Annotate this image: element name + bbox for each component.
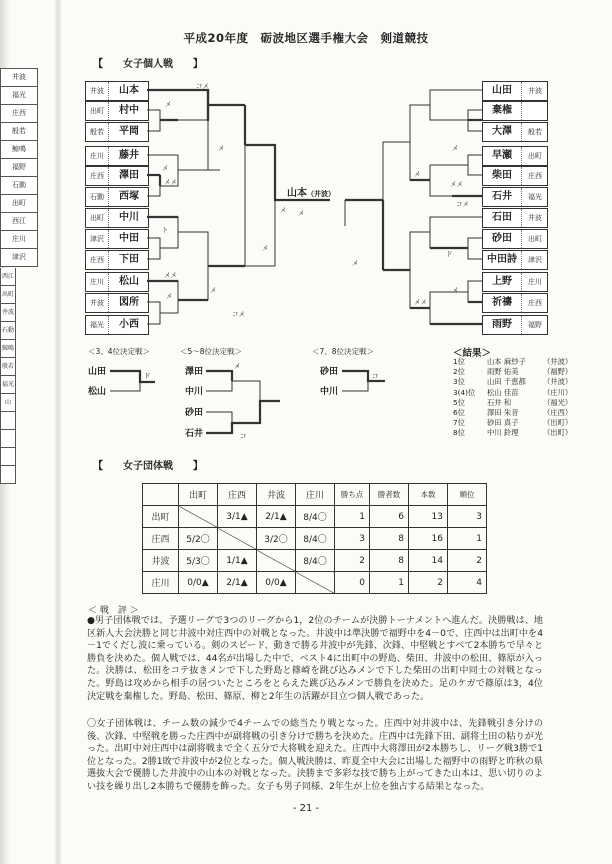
page-number: - 21 - [292, 803, 320, 814]
playoff-line [342, 381, 368, 391]
score-mark: メ [210, 286, 217, 294]
result-rank: 5位 [453, 397, 465, 407]
team-table-cell: 8 [370, 550, 409, 572]
result-school: （出町） [543, 428, 573, 438]
score-mark: ド [144, 372, 151, 380]
team-table-header-cell: 出町 [179, 484, 218, 506]
player-school: 庄川 [528, 278, 542, 286]
playoff-player: 松山 [88, 387, 107, 397]
playoff-player: 中川 [185, 387, 204, 397]
score-mark: メ [452, 144, 459, 152]
champion-school: （井波） [307, 190, 335, 198]
player-school: 庄西 [86, 251, 109, 269]
playoff-line [206, 381, 260, 401]
player-school: 庄西 [86, 167, 109, 185]
team-table-cell: 庄川 [143, 572, 179, 594]
player-name: 下田 [119, 254, 139, 265]
player-name: 村中 [119, 105, 139, 116]
player-school: 津沢 [528, 256, 542, 264]
player-name: 澤田 [119, 170, 139, 181]
team-table-cell [218, 528, 257, 550]
side-tab-cell: 石動 [0, 177, 38, 195]
third-place-title: ＜3、4位決定戦＞ [88, 347, 151, 356]
score-mark: コメ [232, 310, 245, 318]
result-name: 中川 鈴理 [487, 428, 519, 438]
team-table-cell: 3/1▲ [218, 506, 257, 528]
score-mark: メ [234, 362, 241, 370]
player-school: 出町 [86, 209, 109, 227]
team-table-header-cell: 井波 [257, 484, 296, 506]
team-table-cell: 5/3〇 [179, 550, 218, 572]
playoff-line [206, 401, 280, 433]
player-name: 棄権 [483, 102, 522, 120]
side-tab-cell: 福野 [0, 159, 38, 177]
side-tab-cell: 般若 [0, 123, 38, 141]
side-tab-cell: 出町 [0, 286, 16, 304]
team-table-cell: 1 [335, 506, 370, 528]
team-table-header-cell [143, 484, 179, 506]
team-table-cell: 16 [409, 528, 448, 550]
player-school: 井波 [528, 214, 542, 222]
comment-paragraph-1: ●男子団体戦では、予選リーグで3つのリーグから1，2位のチームが決勝トーナメントへ進んだ。決勝戦は、地区新人大会決勝と同じ井波中対庄西中の対戦となった。井波中は準決勝で福野中を4－0で、庄西中は出町中を4－1でくだし波に乗っている。剣のスピード、動きで勝る井波中が先鋒、次鋒、中堅戦とすべて2本勝ちで早々と勝負を決めた。個人戦では、44名が出場した中で、ベスト4に出町中の野島、柴田、井波中の松田、篠原が入った。決勝は、松田をコテ抜きメンで下した野島と篠崎を跳び込みメンで下した柴田の出町中同士の対戦となった。野島は攻めから相手の居ついたところをとらえた跳び込みメンで勝負を決めた。足のケガで篠原は3，4位決定戦を棄権した。野島、松田、篠原、柳と2年生の活躍が目立つ個人戦であった。 [87, 616, 543, 702]
result-school: （井波） [543, 357, 573, 366]
score-mark: メ [166, 292, 173, 300]
side-tab-cell: 西江 [0, 268, 16, 286]
player-name: 中田 [119, 233, 139, 244]
player-name: 山田 [483, 82, 522, 100]
team-table-cell: 8/4〇 [296, 550, 335, 572]
team-table-cell: 庄西 [143, 528, 179, 550]
player-name: 石井 [483, 188, 522, 206]
team-table-cell: 出町 [143, 506, 179, 528]
result-rank: 6位 [453, 408, 465, 417]
result-rank: 1位 [453, 357, 465, 366]
player-school: 井波 [86, 294, 109, 312]
champion-name: 山本 [287, 188, 307, 199]
comment-paragraph-2: 〇女子団体戦は、チーム数の減少で4チームでの総当たり戦となった。庄西中対井波中は、先鋒戦引き分けの後、次鋒、中堅戦を勝った庄西中が副将戦の引き分けで勝ちを決めた。庄西中は先鋒下田、副将土田の粘りが光った。出町中対庄西中は副将戦まで全く五分で大将戦を迎えた。庄西中大将澤田が2本勝ちし、リーグ戦3勝で1位となった。2勝1敗で井波中が2位となった。個人戦決勝は、昨夏全中大会に出場した福野中の雨野と昨秋の県選抜大会で優勝した井波中の山本の対戦となった。決勝まで多彩な技で勝ち上がってきた山本は、思い切りのよい技を繰り出し2本勝ちで優勝を飾った。女子も男子同様、2年生が上位を独占する結果となった。 [87, 719, 543, 792]
team-table-header-row [143, 484, 487, 506]
score-mark: コメ [456, 200, 469, 208]
result-school: （出町） [543, 418, 573, 428]
team-table-cell: 6 [370, 506, 409, 528]
score-mark: メ [452, 286, 459, 294]
score-mark: メ [352, 259, 359, 267]
team-table-cell: 3 [335, 528, 370, 550]
team-table-cell: 2/1▲ [257, 506, 296, 528]
team-table-row [143, 506, 487, 528]
player-school: 出町 [86, 102, 109, 120]
result-name: 山田 千恵都 [487, 377, 526, 387]
playoff-line [110, 382, 140, 391]
player-school: 福光 [86, 316, 109, 334]
side-tab-cell: 西江 [0, 213, 38, 231]
result-rank: 2位 [453, 367, 465, 377]
team-table-cell: 1/1▲ [218, 550, 257, 572]
playoff-player: 澤田 [185, 367, 204, 377]
team-table-header-cell: 庄西 [218, 484, 257, 506]
player-school: 般若 [528, 128, 542, 136]
player-name: 松山 [119, 276, 139, 287]
player-school: 庄川 [86, 147, 109, 165]
player-name: 柴田 [483, 167, 522, 185]
player-name: 山本 [119, 85, 139, 96]
side-tab-cell: 鯨鳴 [0, 141, 38, 159]
seventh-place-title: ＜7、8位決定戦＞ [312, 347, 375, 356]
score-mark: メ [162, 164, 169, 172]
result-name: 山本 麻紗子 [487, 357, 526, 366]
player-school: 出町 [528, 152, 542, 160]
team-table-cell: 1 [370, 572, 409, 594]
team-table-cell: 5/2〇 [179, 528, 218, 550]
side-tab-cell: 津沢 [0, 249, 38, 267]
side-tab-cell: 井波 [0, 68, 38, 87]
team-table-row [143, 550, 487, 572]
score-mark: メ [262, 244, 269, 252]
team-table-header-cell: 庄川 [296, 484, 335, 506]
side-tab-cell: 石動 [0, 322, 16, 340]
team-table-header-cell: 勝ち点 [335, 484, 370, 506]
player-name: 石田 [483, 209, 522, 227]
team-table-cell: 8/4〇 [296, 528, 335, 550]
team-table-header-cell: 本数 [409, 484, 448, 506]
player-school: 福野 [528, 321, 542, 329]
team-table-cell: 14 [409, 550, 448, 572]
comment-heading: ＜ 戦 評 ＞ [88, 606, 139, 616]
side-tab-cell: 出町 [0, 195, 38, 213]
player-school: 津沢 [86, 230, 109, 248]
team-table-cell: 8/4〇 [296, 506, 335, 528]
score-mark: コメ [196, 82, 209, 90]
player-name: 西塚 [119, 191, 139, 202]
team-table-cell: 13 [409, 506, 448, 528]
team-table-cell: 1 [448, 528, 487, 550]
team-table-cell: 4 [448, 572, 487, 594]
results-title: ＜結果＞ [453, 348, 492, 359]
side-tab-cell: 庄川 [0, 231, 38, 249]
team-table-cell: 3 [448, 506, 487, 528]
team-table-cell: 井波 [143, 550, 179, 572]
side-tab-cell: 鯨鳴 [0, 340, 16, 358]
team-table-cell: 2 [409, 572, 448, 594]
playoff-player: 砂田 [320, 367, 339, 377]
player-name: 平岡 [119, 126, 139, 137]
player-name: 中田詩 [483, 251, 522, 269]
team-table-row [143, 528, 487, 550]
fifth-place-title: ＜5～8位決定戦＞ [180, 347, 243, 356]
player-name: 祈禱 [483, 294, 522, 312]
side-tab-cell: 福光 [0, 376, 16, 394]
team-table-header-cell: 勝者数 [370, 484, 409, 506]
playoff-player: 砂田 [185, 408, 204, 418]
individual-heading: 【 女子個人戦 】 [93, 59, 203, 70]
team-table-cell: 2 [448, 550, 487, 572]
player-school: 出町 [528, 235, 542, 243]
score-mark: メメ [414, 298, 427, 306]
player-school: 福光 [528, 193, 542, 201]
playoff-player: 山田 [88, 367, 107, 377]
score-mark: メメ [450, 180, 463, 188]
player-name: 中川 [119, 212, 139, 223]
team-table-cell: 0/0▲ [179, 572, 218, 594]
result-name: 砂田 真子 [487, 418, 519, 428]
score-mark: コ [240, 432, 247, 440]
player-name: 砂田 [483, 230, 522, 248]
score-mark: メ [218, 144, 225, 152]
score-mark: メ [298, 209, 305, 217]
result-school: （福野） [543, 367, 573, 377]
team-table-header-cell: 順位 [448, 484, 487, 506]
side-tab-cell: 井波 [0, 304, 16, 322]
score-mark: コ [372, 372, 379, 380]
team-table-cell: 3/2〇 [257, 528, 296, 550]
result-name: 松山 佳苗 [487, 387, 519, 397]
player-school: 庄川 [86, 273, 109, 291]
team-heading: 【 女子団体戦 】 [93, 461, 203, 472]
team-table-cell: 8 [370, 528, 409, 550]
score-mark: ド [446, 250, 453, 258]
player-school: 井波 [86, 82, 109, 100]
result-name: 石井 和 [487, 397, 512, 407]
side-tab-cell: 福光 [0, 87, 38, 105]
result-school: （庄西） [543, 408, 573, 417]
result-school: （福光） [543, 397, 573, 407]
playoff-line [206, 371, 232, 381]
player-name: 上野 [483, 273, 522, 291]
player-name: 図所 [119, 297, 139, 308]
result-school: （庄川） [543, 387, 573, 397]
result-name: 雨野 佑美 [487, 367, 519, 377]
side-tab-cell: 山 [0, 394, 16, 412]
playoff-line [342, 371, 385, 381]
playoff-line [206, 412, 232, 423]
team-table-cell: 0 [335, 572, 370, 594]
team-table-cell [179, 506, 218, 528]
result-rank: 7位 [453, 418, 465, 428]
side-tab-cell: 庄西 [0, 105, 38, 123]
team-table-cell: 2/1▲ [218, 572, 257, 594]
score-mark: メ [165, 100, 172, 108]
result-rank: 8位 [453, 428, 465, 438]
score-mark: ト [162, 226, 169, 234]
result-rank: 3位 [453, 377, 465, 387]
team-table-cell: 2 [335, 550, 370, 572]
result-name: 澤田 朱音 [487, 408, 519, 417]
team-table [142, 483, 487, 594]
player-school: 庄西 [528, 172, 542, 180]
team-table-cell: 0/0▲ [257, 572, 296, 594]
score-mark: メ [280, 206, 287, 214]
score-mark: メメ [164, 178, 177, 186]
result-rank: 3(4)位 [453, 387, 476, 397]
result-school: （井波） [543, 377, 573, 387]
player-name: 小西 [119, 319, 139, 330]
player-name: 早瀬 [483, 147, 522, 165]
team-table-cell [296, 572, 335, 594]
score-mark: メメ [164, 271, 177, 279]
score-mark: メ [414, 170, 421, 178]
player-name: 藤井 [119, 150, 139, 161]
playoff-player: 石井 [185, 429, 204, 439]
team-table-cell [257, 550, 296, 572]
player-school: 般若 [86, 123, 109, 141]
player-school: 石動 [86, 188, 109, 206]
team-table-row [143, 572, 487, 594]
player-name: 大澤 [483, 123, 522, 141]
player-school: 井波 [528, 87, 542, 95]
player-school: 庄西 [528, 299, 542, 307]
player-name: 雨野 [483, 316, 522, 334]
side-tab-cell: 般若 [0, 358, 16, 376]
page-title: 平成20年度 砺波地区選手権大会 剣道競技 [183, 31, 429, 45]
playoff-player: 中川 [320, 387, 339, 397]
